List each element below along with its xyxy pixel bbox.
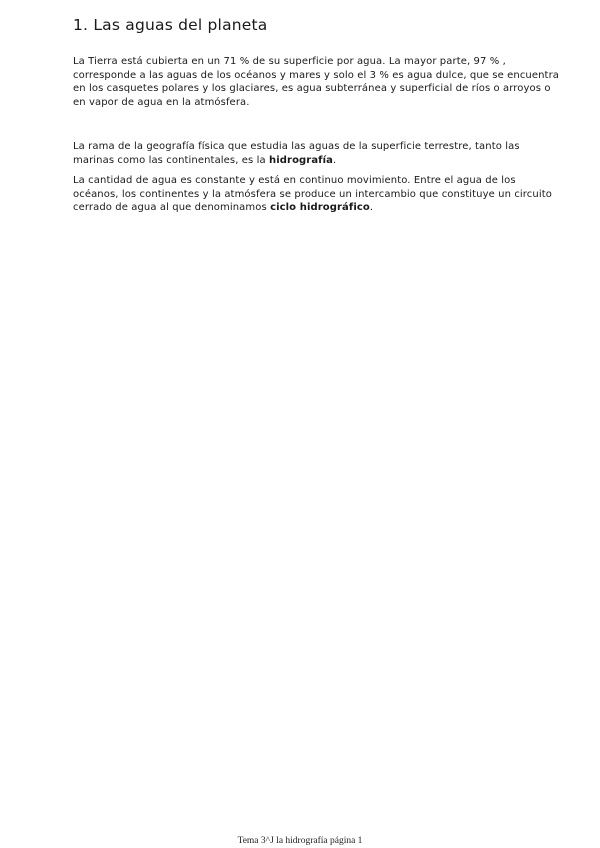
term-ciclo-hidrografico: ciclo hidrográfico [270,202,370,214]
paragraph-text: . [369,202,374,214]
paragraph-text: La cantidad de agua es constante y está en continuo movimiento. Entre el agua de los océanos, los continentes y la atmósfera se produce un intercambio que constituye un circuito cerrado de agua al que denominamos [73,175,552,214]
paragraph-water-cycle [73,174,561,215]
paragraph-text: . [333,154,337,166]
paragraph-hydrography-definition [73,140,561,167]
page-title: 1. Las aguas del planeta [73,16,268,34]
paragraph-water-distribution: La Tierra está cubierta en un 71 % de su superficie por agua. La mayor parte, 97 % , corresponde a las aguas de los océanos y mares y solo el 3 % es agua dulce, que se encuentra en los casquetes polares y los glaciares, es agua subterránea y superficial de ríos o arroyos o en vapor de agua en la atmósfera. [73,56,560,108]
page-footer: Tema 3^J la hidrografía página 1 [237,836,363,846]
term-hidrografia: hidrografía [269,154,334,166]
paragraph-text: La rama de la geografía física que estudia las aguas de la superficie terrestre, tanto las marinas como las continentales, es la [73,141,520,166]
